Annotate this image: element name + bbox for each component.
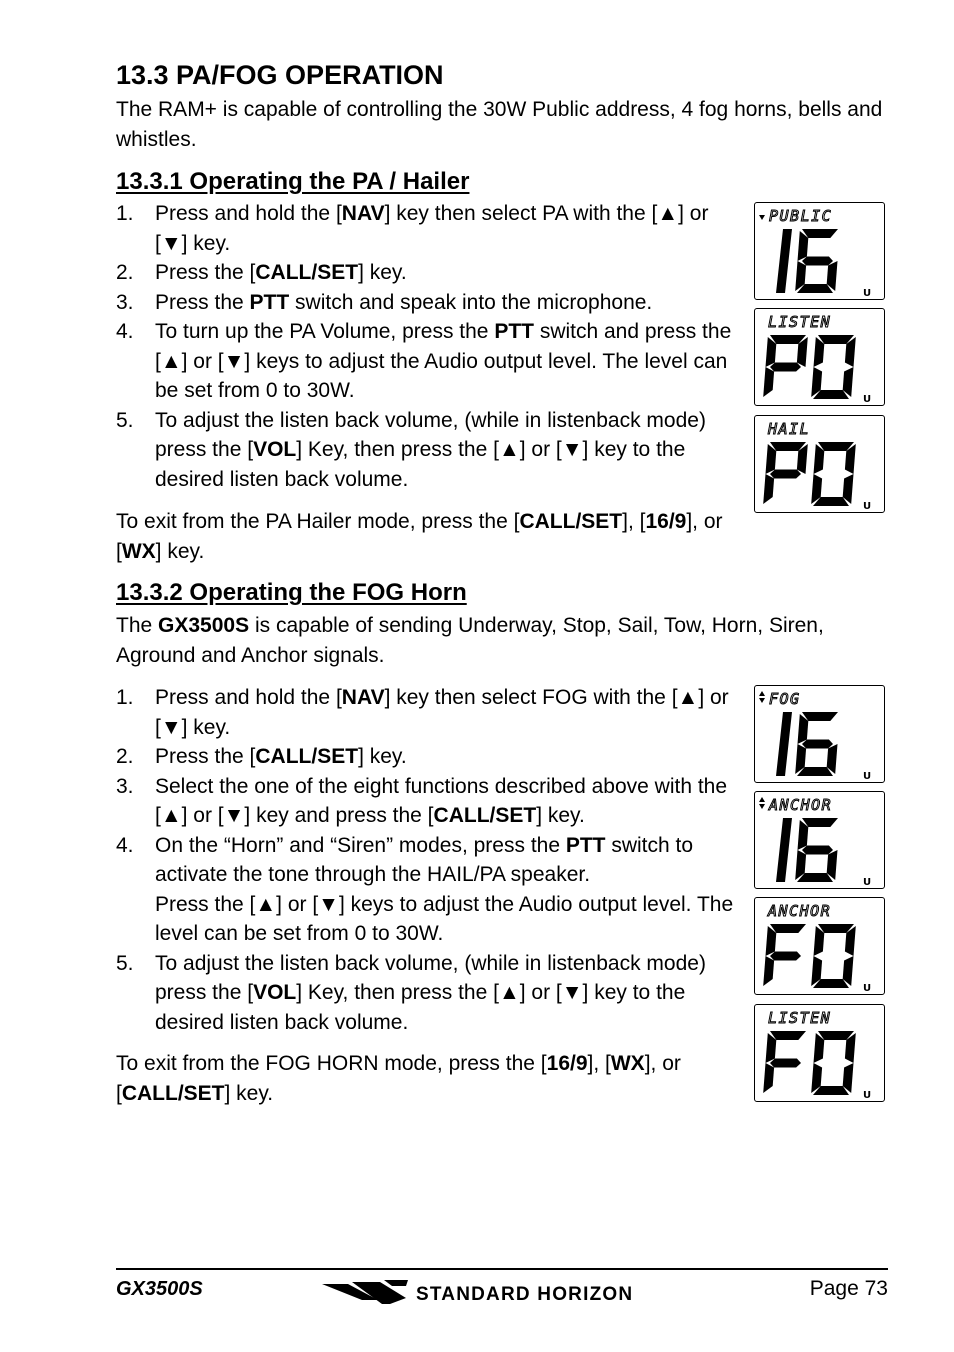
lcd-display-7 [754, 1004, 885, 1102]
lcd-mode-label: PUBLIC [769, 207, 833, 225]
footer-model: GX3500S [116, 1278, 203, 1300]
pa-step-1 [116, 199, 738, 258]
pa-steps-list [116, 199, 738, 494]
step-number: 5. [116, 408, 134, 432]
footer-page-number: Page 73 [809, 1277, 888, 1300]
step-number: 5. [116, 951, 134, 975]
step-text: On the “Horn” and “Siren” modes, press the PTT switch to activate the tone through the HAIL/PA speaker. Press the [▲] or [▼] keys to adjust the Audio output level. The level can be set from 0 to 30W. [155, 833, 734, 945]
fog-steps-list [116, 683, 738, 1037]
pa-heading: 13.3.1 Operating the PA / Hailer [116, 168, 470, 195]
fog-exit-text: To exit from the FOG HORN mode, press the [16/9], [WX], or [CALL/SET] key. [116, 1052, 681, 1105]
lcd-corner-indicator: U [863, 1090, 872, 1100]
step-text: To turn up the PA Volume, press the PTT switch and press the [▲] or [▼] keys to adjust the Audio output level. The level can be set from 0 to 30W. [155, 320, 732, 402]
step-text: Select the one of the eight functions described above with the [▲] or [▼] key and press the [CALL/SET] key. [155, 774, 728, 827]
lcd-display-4 [754, 685, 885, 783]
lcd-display-3 [754, 415, 885, 513]
fog-heading: 13.3.2 Operating the FOG Horn [116, 579, 467, 606]
fog-step-4 [116, 831, 738, 949]
fog-step-5 [116, 949, 738, 1038]
lcd-display-1 [754, 202, 885, 300]
step-number: 1. [116, 686, 134, 709]
step-text: Press the [CALL/SET] key. [155, 745, 407, 768]
lcd-corner-indicator: U [863, 983, 872, 993]
brand-wave-icon [322, 1280, 408, 1304]
lcd-mode-label: ANCHOR [769, 796, 833, 814]
step-number: 4. [116, 833, 134, 857]
lcd-display-6 [754, 897, 885, 995]
lcd-corner-indicator: U [863, 501, 872, 511]
step-text: Press the [CALL/SET] key. [155, 261, 407, 284]
step-text: To adjust the listen back volume, (while in listenback mode) press the [VOL] Key, then press the [▲] or [▼] key to the desired listen back volume. [155, 408, 706, 491]
brand-name: STANDARD HORIZON [416, 1284, 634, 1305]
lcd-display-5 [754, 791, 885, 889]
step-number: 3. [116, 774, 134, 798]
section-intro: The RAM+ is capable of controlling the 30W Public address, 4 fog horns, bells and whistles. [116, 98, 883, 151]
brand-logo [322, 1278, 684, 1311]
lcd-corner-indicator: U [863, 771, 872, 781]
step-text: Press and hold the [NAV] key then select FOG with the [▲] or [▼] key. [155, 686, 729, 739]
fog-step-3 [116, 772, 738, 831]
pa-step-4 [116, 317, 738, 406]
lcd-mode-label: HAIL [768, 420, 811, 438]
step-number: 2. [116, 745, 134, 768]
step-text: Press the PTT switch and speak into the microphone. [155, 290, 653, 314]
step-number: 3. [116, 290, 134, 314]
lcd-mode-label: ANCHOR [768, 902, 832, 920]
fog-step-1 [116, 683, 738, 742]
lcd-display-2 [754, 308, 885, 406]
step-text: Press and hold the [NAV] key then select PA with the [▲] or [▼] key. [155, 202, 709, 255]
step-number: 4. [116, 320, 134, 343]
pa-step-2 [116, 258, 738, 288]
fog-intro: The GX3500S is capable of sending Underway, Stop, Sail, Tow, Horn, Siren, Aground and Anchor signals. [116, 614, 824, 667]
step-text: To adjust the listen back volume, (while in listenback mode) press the [VOL] Key, then press the [▲] or [▼] key to the desired listen back volume. [155, 951, 706, 1034]
lcd-mode-label: LISTEN [768, 1009, 832, 1027]
up-down-arrow-icon [759, 797, 765, 809]
lcd-corner-indicator: U [863, 877, 872, 887]
pa-step-3 [116, 288, 738, 318]
lcd-corner-indicator: U [863, 394, 872, 404]
fog-step-2 [116, 742, 738, 772]
pa-step-5 [116, 406, 738, 495]
lcd-mode-label: FOG [769, 690, 801, 708]
step-number: 1. [116, 202, 134, 225]
section-title: 13.3 PA/FOG OPERATION [116, 60, 444, 90]
pa-exit-text: To exit from the PA Hailer mode, press the [CALL/SET], [16/9], or [WX] key. [116, 510, 723, 563]
up-down-arrow-icon [759, 691, 765, 703]
footer-rule [116, 1268, 888, 1270]
lcd-mode-label: LISTEN [768, 313, 832, 331]
lcd-corner-indicator: U [863, 288, 872, 298]
step-number: 2. [116, 261, 134, 284]
down-arrow-icon [759, 215, 765, 220]
